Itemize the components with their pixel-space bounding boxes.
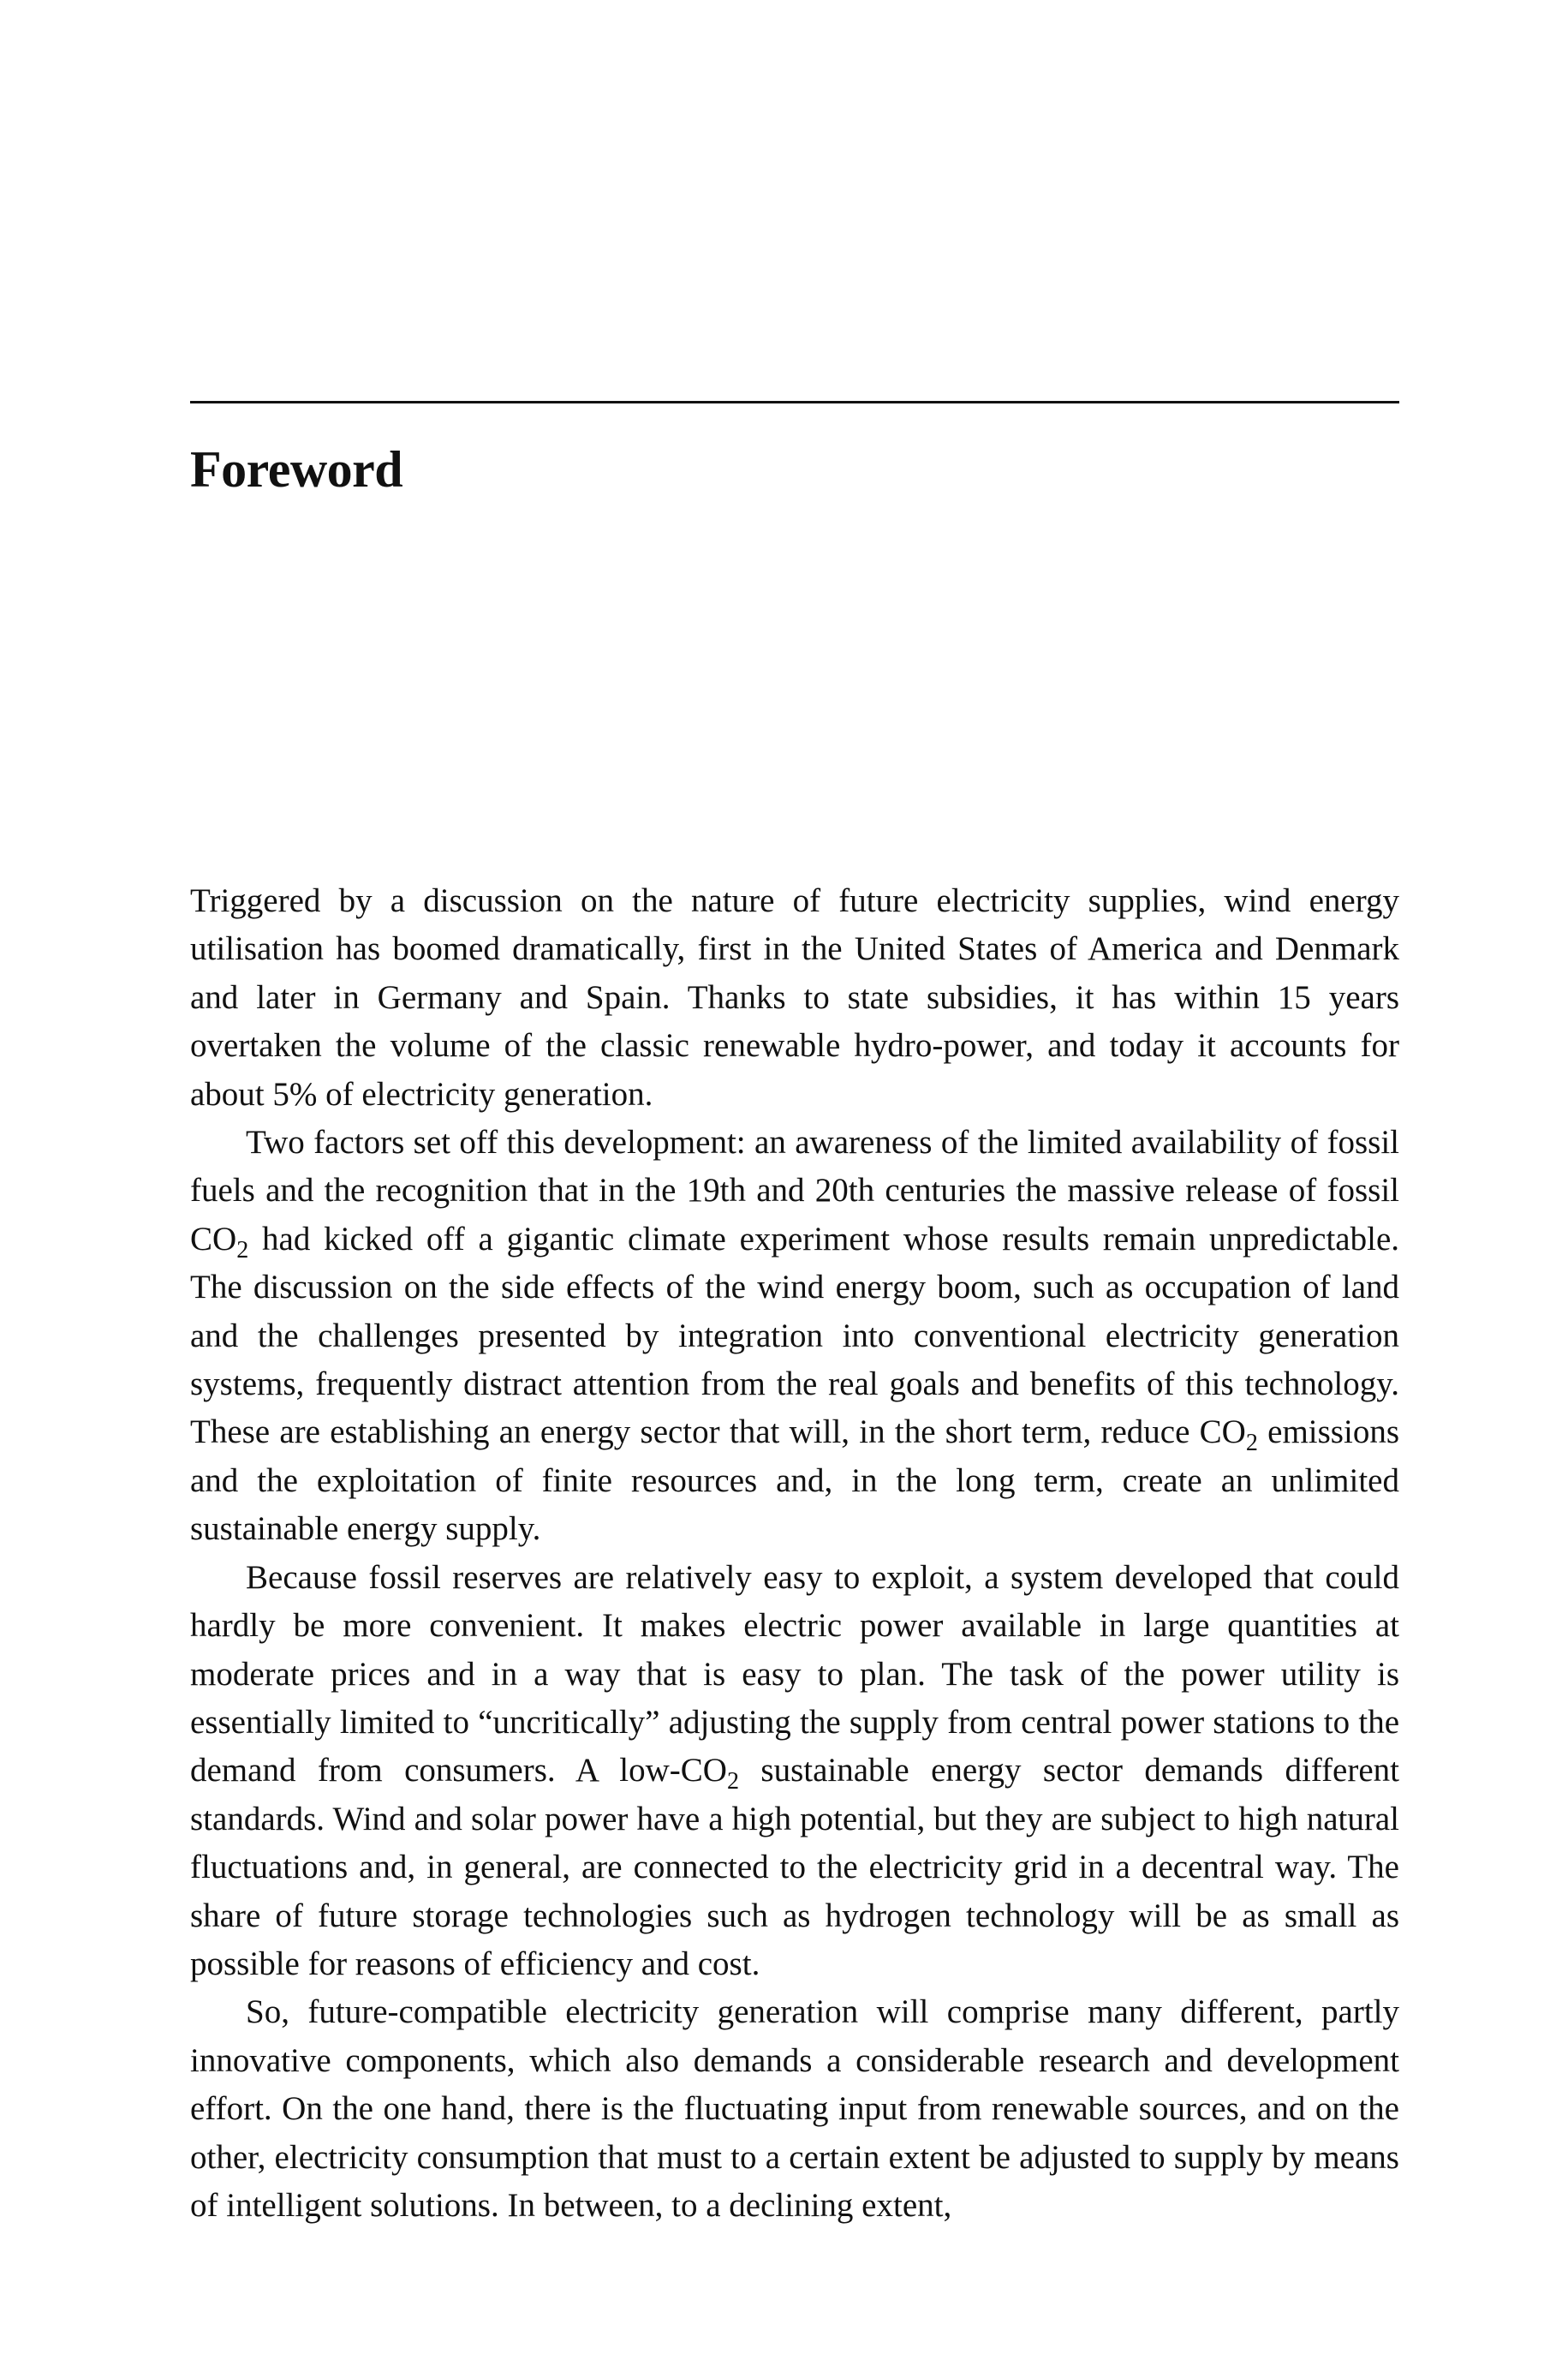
title-rule (190, 401, 1399, 403)
paragraph-2-part-1: Two factors set off this development: an awareness of the limited availability of fossil fuels and the recognition that in the 19th and 20th centuries the massive release of fossil CO (190, 1124, 1399, 1258)
paragraph-1: Triggered by a discussion on the nature of future electricity supplies, wind energy utilisation has boomed dramatically, first in the United States of America and Denmark and later in Germany and Spain. Thanks to state subsidies, it has within 15 years overtaken the volume of the classic renewable hydro-power, and today it accounts for about 5% of electricity generation. (190, 882, 1399, 1113)
paragraph-2 (190, 1119, 1399, 1554)
paragraph-2-part-2: had kicked off a gigantic climate experiment whose results remain unpredictable. The discussion on the side effects of the wind energy boom, such as occupation of land and the challenges presented by integration into conventional electricity generation systems, frequently distract attention from the real goals and benefits of this technology. These are establishing an energy sector that will, in the short term, reduce CO (190, 1220, 1399, 1451)
body-text (190, 877, 1399, 2230)
paragraph-3 (190, 1554, 1399, 1989)
paragraph-3-part-2: sustainable energy sector demands different standards. Wind and solar power have a high potential, but they are subject to high natural fluctuations and, in general, are connected to the electricity grid in a decentral way. The share of future storage technologies such as hydrogen technology will be as small as possible for reasons of efficiency and cost. (190, 1752, 1400, 1982)
co2-subscript: 2 (726, 1768, 739, 1795)
co2-subscript: 2 (1245, 1430, 1258, 1457)
paragraph-4: So, future-compatible electricity generation will comprise many different, partly innovative components, which also demands a considerable research and development effort. On the one hand, there is the fluctuating input from renewable sources, and on the other, electricity consumption that must to a certain extent be adjusted to supply by means of intelligent solutions. In between, to a declining extent, (190, 1993, 1399, 2224)
paragraph-3-part-1: Because fossil reserves are relatively easy to exploit, a system developed that could hardly be more convenient. It makes electric power available in large quantities at moderate prices and in a way that is easy to plan. The task of the power utility is essentially limited to “uncritically” adjusting the supply from central power stations to the demand from consumers. A low-CO (190, 1558, 1399, 1789)
co2-subscript: 2 (236, 1236, 249, 1264)
page-title: Foreword (190, 441, 403, 498)
paragraph-2-part-3: emissions and the exploitation of finite resources and, in the long term, create an unlimited sustainable energy supply. (190, 1413, 1399, 1548)
